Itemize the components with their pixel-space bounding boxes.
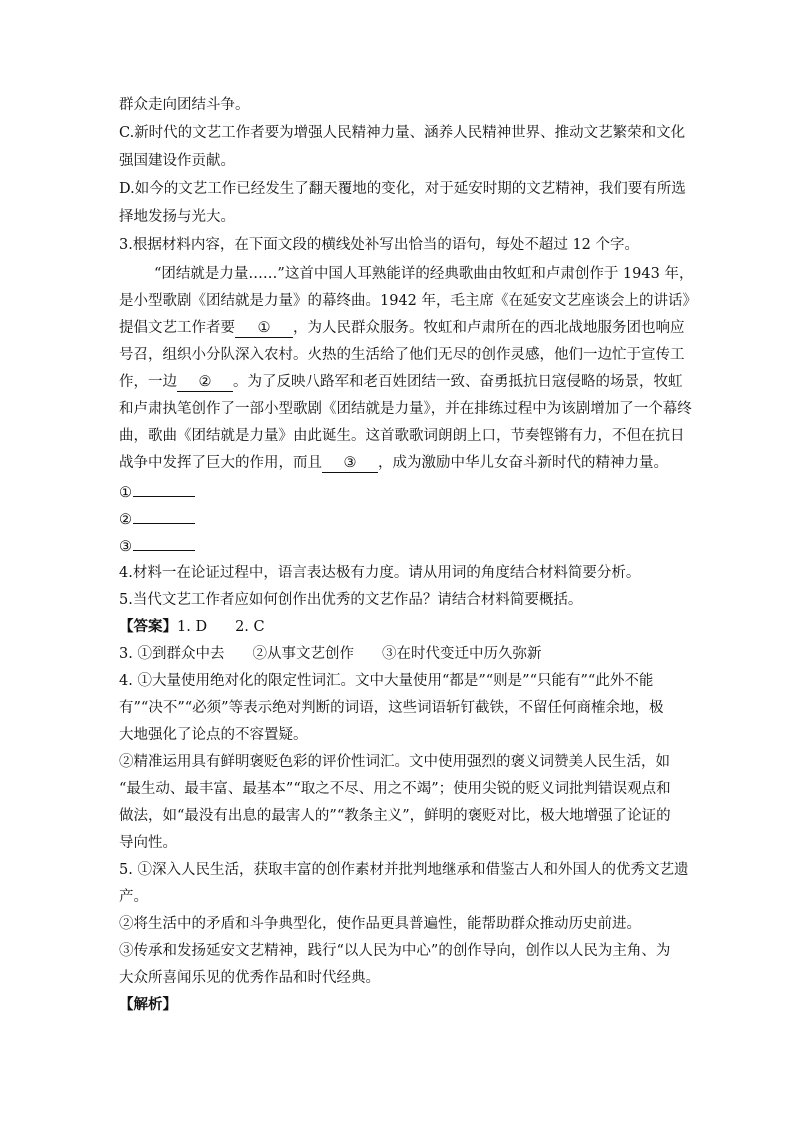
answer-line (119, 617, 265, 637)
answer-blank-line (119, 482, 195, 503)
answer-2: 2. C (235, 619, 265, 635)
answer-5-line: ③传承和发扬延安文艺精神，践行“以人民为中心”的创作导向，创作以人民为主角、为 (119, 943, 671, 959)
answer-3-line (119, 644, 541, 664)
answer-5-line: 产。 (119, 889, 148, 905)
passage-line: 和卢肃执笔创作了一部小型歌剧《团结就是力量》，并在排练过程中为该剧增加了一个幕终 (119, 401, 692, 417)
answer-4-line: 大地强化了论点的不容置疑。 (119, 727, 308, 743)
answer-4-line: “最生动、最丰富、最基本”“取之不尽、用之不竭”；使用尖锐的贬义词批判错误观点和 (119, 781, 671, 797)
answer-label: 【答案】 (119, 618, 177, 635)
text-line: 群众走向团结斗争。 (119, 97, 250, 113)
passage-text: 提倡文艺工作者要 (119, 320, 235, 336)
fill-blank-3: ③ (322, 454, 378, 473)
answer-blank-1 (133, 482, 195, 497)
question-5: 5.当代文艺工作者应如何创作出优秀的文艺作品？请结合材料简要概括。 (119, 592, 583, 608)
blank-marker: ② (119, 512, 132, 528)
passage-text: 。为了反映八路军和老百姓团结一致、奋勇抵抗日寇侵略的场景，牧虹 (233, 374, 683, 390)
passage-line: 号召，组织小分队深入农村。火热的生活给了他们无尽的创作灵感，他们一边忙于宣传工 (119, 347, 685, 363)
answer-blank-2 (133, 509, 195, 524)
text-line: 择地发扬与光大。 (119, 209, 235, 225)
passage-line: 曲，歌曲《团结就是力量》由此诞生。这首歌歌词朗朗上口，节奏铿锵有力，不但在抗日 (119, 428, 685, 444)
answer-4-line: 4. ①大量使用绝对化的限定性词汇。文中大量使用“都是”“则是”“只能有”“此外不能 (119, 673, 654, 689)
answer-4-line: 做法，如“最没有出息的最害人的”“教条主义”，鲜明的褒贬对比，极大地增强了论证的 (119, 808, 671, 824)
passage-text: 作，一边 (119, 374, 177, 390)
answer-4-line: ②精准运用具有鲜明褒贬色彩的评价性词汇。文中使用强烈的褒义词赞美人民生活，如 (119, 754, 670, 770)
blank-marker: ③ (119, 539, 132, 555)
passage-line: 是小型歌剧《团结就是力量》的幕终曲。1942 年，毛主席《在延安文艺座谈会上的讲话》 (119, 293, 698, 309)
question-3: 3.根据材料内容，在下面文段的横线处补写出恰当的语句，每处不超过 12 个字。 (119, 237, 640, 253)
option-c: C.新时代的文艺工作者要为增强人民精神力量、涵养人民精神世界、推动文艺繁荣和文化 (119, 125, 686, 141)
passage-line (119, 318, 685, 338)
answer-3a: 3. ①到群众中去 (119, 646, 225, 662)
fill-blank-1: ① (235, 319, 293, 338)
answer-1: 1. D (177, 619, 208, 635)
passage-line: “团结就是力量……”这首中国人耳熟能详的经典歌曲由牧虹和卢肃创作于 1943 年， (154, 266, 694, 282)
analysis-label: 【解析】 (119, 996, 177, 1013)
answer-5-line: 大众所喜闻乐见的优秀作品和时代经典。 (119, 970, 380, 986)
answer-3b: ②从事文艺创作 (252, 646, 354, 662)
passage-text: ，成为激励中华儿女奋斗新时代的精神力量。 (378, 455, 668, 471)
answer-3c: ③在时代变迁中历久弥新 (381, 646, 542, 662)
answer-blank-line (119, 536, 195, 557)
question-4: 4.材料一在论证过程中，语言表达极有力度。请从用词的角度结合材料简要分析。 (119, 565, 641, 581)
text-line: 强国建设作贡献。 (119, 153, 235, 169)
fill-blank-2: ② (177, 373, 233, 392)
answer-blank-line (119, 509, 195, 530)
passage-text: 战争中发挥了巨大的作用，而且 (119, 455, 322, 471)
blank-marker: ① (119, 485, 132, 501)
option-d: D.如今的文艺工作已经发生了翻天覆地的变化，对于延安时期的文艺精神，我们要有所选 (119, 181, 686, 197)
answer-blank-3 (133, 536, 195, 551)
passage-line (119, 372, 683, 392)
answer-5-line: 5. ①深入人民生活，获取丰富的创作素材并批判地继承和借鉴古人和外国人的优秀文艺遗 (119, 862, 689, 878)
passage-text: ，为人民群众服务。牧虹和卢肃所在的西北战地服务团也响应 (293, 320, 685, 336)
answer-4-line: 有”“决不”“必须”等表示绝对判断的词语，这些词语斩钉截铁，不留任何商榷余地，极 (119, 700, 664, 716)
answer-5-line: ②将生活中的矛盾和斗争典型化，使作品更具普遍性，能帮助群众推动历史前进。 (119, 916, 641, 932)
answer-4-line: 导向性。 (119, 835, 177, 851)
passage-line (119, 453, 668, 473)
